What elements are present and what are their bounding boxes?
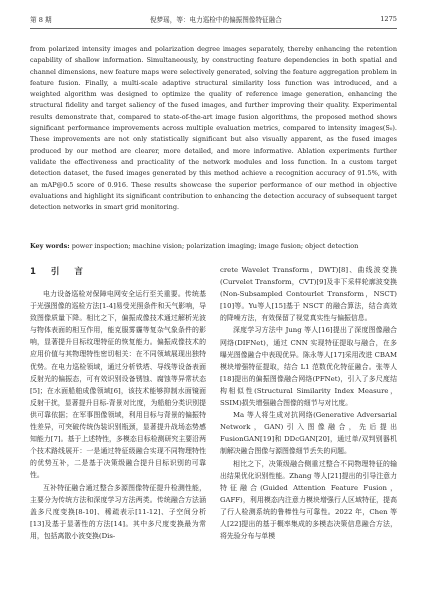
- body-paragraph: 深度学习方法中 Jung 等人[16]提出了深度图像融合网络(DIFNet)，通过 CNN 实现特征提取与融合，在多曝光图像融合中表现优异。陈永等人[17]采用改进 CBAM 模块增强特征提取，结合 L1 范数优化特征融合。张等人[18]提出的偏振图像融合网络(PFNet)，引入了多尺度结构相似性(Structural Similarity Index Measure，SSIM)损失增强融合图像的细节与对比度。: [220, 326, 397, 408]
- running-title: 倪梦瑶，等：电力巡检中的偏振图像特征融合: [149, 16, 282, 24]
- body-paragraph: 电力设备巡检对保障电网安全运行至关重要。传统基于光强图像的巡检方法[1-4]易受光照条件和天气影响，导致图像质量下降。相比之下，偏振成像技术通过解析光波与物体表面的相互作用，能克服雾霾等复杂气象条件的影响，显著提升目标纹理特征的恢复能力。偏振成像技术的应用价值与其物理特性密切相关：在不同领域展现出独特优势。在电力巡检领域，通过分析铁塔、导线等设备表面反射光的偏振态，可有效识别设备锈蚀、腐蚀等异常状态[5]；在水面船舶成像领域[6]，该技术能够抑制水面镜面反射干扰，显著提升目标-背景对比度，为船舶分类识别提供可靠依据；在军事图像领域，利用目标与背景的偏振特性差异，可突破传统伪装识别瓶颈，显著提升战场态势感知能力[7]。基于上述特性，多模态目标检测研究主要沿两个技术路线展开：一是通过特征级融合实现不同物理特性的优势互补，二是基于决策级融合提升目标识别的可靠性。: [30, 290, 206, 480]
- body-paragraph-continued: crete Wavelet Transform，DWT)[8]、曲线波变换(Curvelet Transform，CVT)[9]及非下采样轮廓波变换(Non-Subsampled Contourlet Transform，NSCT)[10]等。Yu等人[15]基于 NSCT 的融合算法，结合高效的降噪方法，有效保留了视觉真实性与偏振信息。: [220, 266, 397, 323]
- body-paragraph: Ma 等人将生成对抗网络(Generative Adversarial Network，GAN)引入图像融合，先后提出FusionGAN[19]和 DDcGAN[20]，通过单/双判别器机制解决融合图像与源图像细节丢失的问题。: [220, 411, 397, 456]
- abstract-english: from polarized intensity images and polarization degree images separately, thereby enhancing the retention capability of shallow information. Simultaneously, by constructing feature dependencies in both spatial and channel dimensions, new feature maps were selectively generated, solving the feature aggregation problem in feature fusion. Finally, a multi-scale adaptive structural similarity loss function was introduced, and a weighted algorithm was designed to optimize the quality of reference image generation, enhancing the structural fidelity and target saliency of the fused images, and further improving their quality. Experimental results demonstrate that, compared to state-of-the-art image fusion algorithms, the proposed method shows significant performance improvements across multiple evaluation metrics, compared to intensity images(S₀). These improvements are not only statistically significant but also visually apparent, as the fused images produced by our method are clearer, more detailed, and more informative. Ablation experiments further validate the effectiveness and practicality of the network modules and loss function. In a custom target detection dataset, the fused images generated by this method achieve a recognition accuracy of 91.5%, with an mAP@0.5 score of 0.916. These results showcase the superior performance of our method in objective evaluations and highlight its significant contribution to enhancing the detection accuracy of subsequent target detection networks in smart grid monitoring.: [30, 45, 397, 212]
- right-column: [220, 264, 397, 542]
- page-number: 1275: [380, 15, 397, 23]
- section-heading-introduction: 1 引 言: [30, 267, 89, 277]
- left-column: [30, 264, 206, 542]
- keywords-label: Key words:: [30, 242, 70, 250]
- keywords-text: power inspection; machine vision; polarization imaging; image fusion; object detection: [71, 242, 359, 250]
- body-paragraph: 相比之下，决策级融合侧重过整合不同物理特征的输出结果优化识别性能。Zhang 等人[21]提出的引导注意力特征融合(Guided Attention Feature Fusion，GAFF)，利用模态内注意力模块增强行人区域特征，提高了行人检测系统的鲁棒性与可靠性。2022 年，Chen 等人[22]提出的基于概率集成的多模态决策信息融合方法，将先验分布与单模: [220, 459, 397, 541]
- running-header: [30, 12, 397, 29]
- keywords: [30, 241, 397, 251]
- body-paragraph: 互补特征融合通过整合多源图像特征提升检测性能，主要分为传统方法和深度学习方法两类。传统融合方法涵盖多尺度变换[8-10]、稀疏表示[11-12]、子空间分析[13]及基于显著性的方法[14]。其中多尺度变换最为常用，包括离散小波变换(Dis-: [30, 483, 206, 540]
- issue-label: 第 8 期: [30, 16, 52, 24]
